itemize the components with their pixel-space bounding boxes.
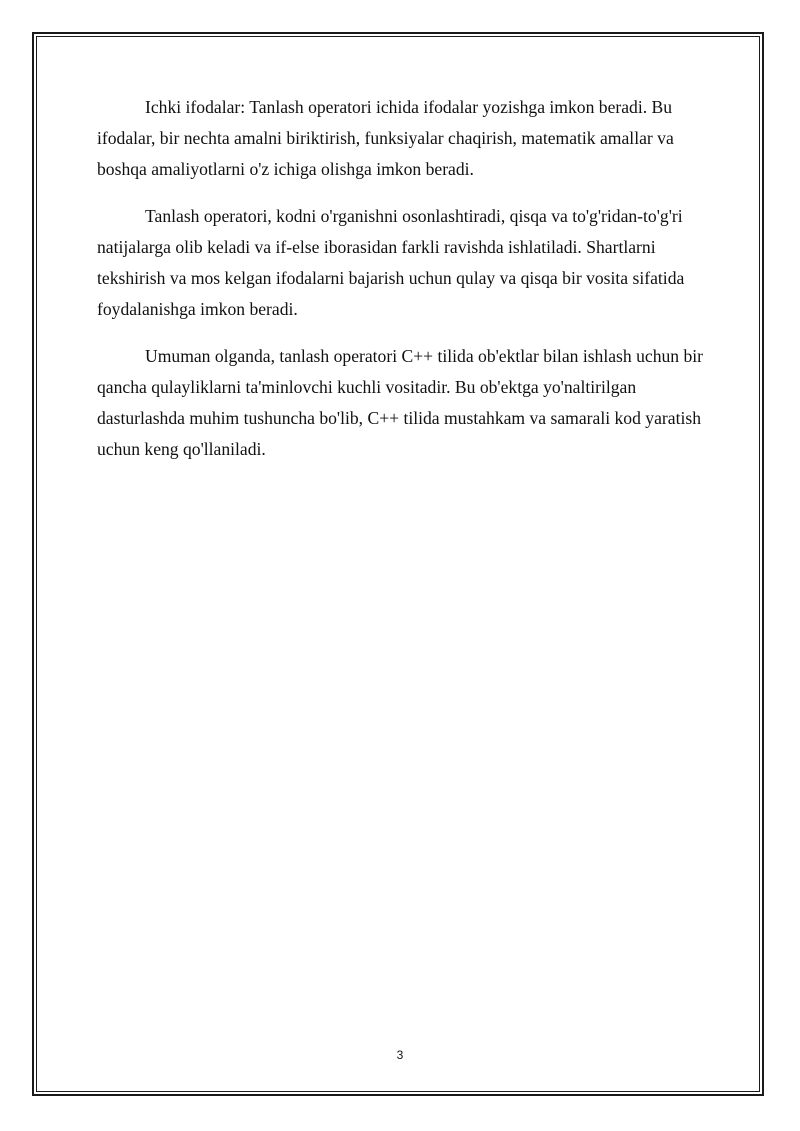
paragraph-umuman-olganda: Umuman olganda, tanlash operatori C++ tilida ob'ektlar bilan ishlash uchun bir qancha qulayliklarni ta'minlovchi kuchli vositadir. Bu ob'ektga yo'naltirilgan dasturlashda muhim tushuncha bo'lib, C++ tilida mustahkam va samarali kod yaratish uchun keng qo'llaniladi. (97, 346, 704, 459)
paragraph-tanlash-operatori: Tanlash operatori, kodni o'rganishni osonlashtiradi, qisqa va to'g'ridan-to'g'ri natijalarga olib keladi va if-else iborasidan farkli ravishda ishlatiladi. Shartlarni tekshirish va mos kelgan ifodalarni bajarish uchun qulay va qisqa bir vosita sifatida foydalanishga imkon beradi. (97, 206, 685, 319)
page-number: 3 (396, 1048, 404, 1062)
document-body (97, 92, 707, 481)
paragraph-ichki-ifodalar: Ichki ifodalar: Tanlash operatori ichida ifodalar yozishga imkon beradi. Bu ifodalar, bir nechta amalni biriktirish, funksiyalar chaqirish, matematik amallar va boshqa amaliyotlarni o'z ichiga olishga imkon beradi. (97, 97, 674, 179)
